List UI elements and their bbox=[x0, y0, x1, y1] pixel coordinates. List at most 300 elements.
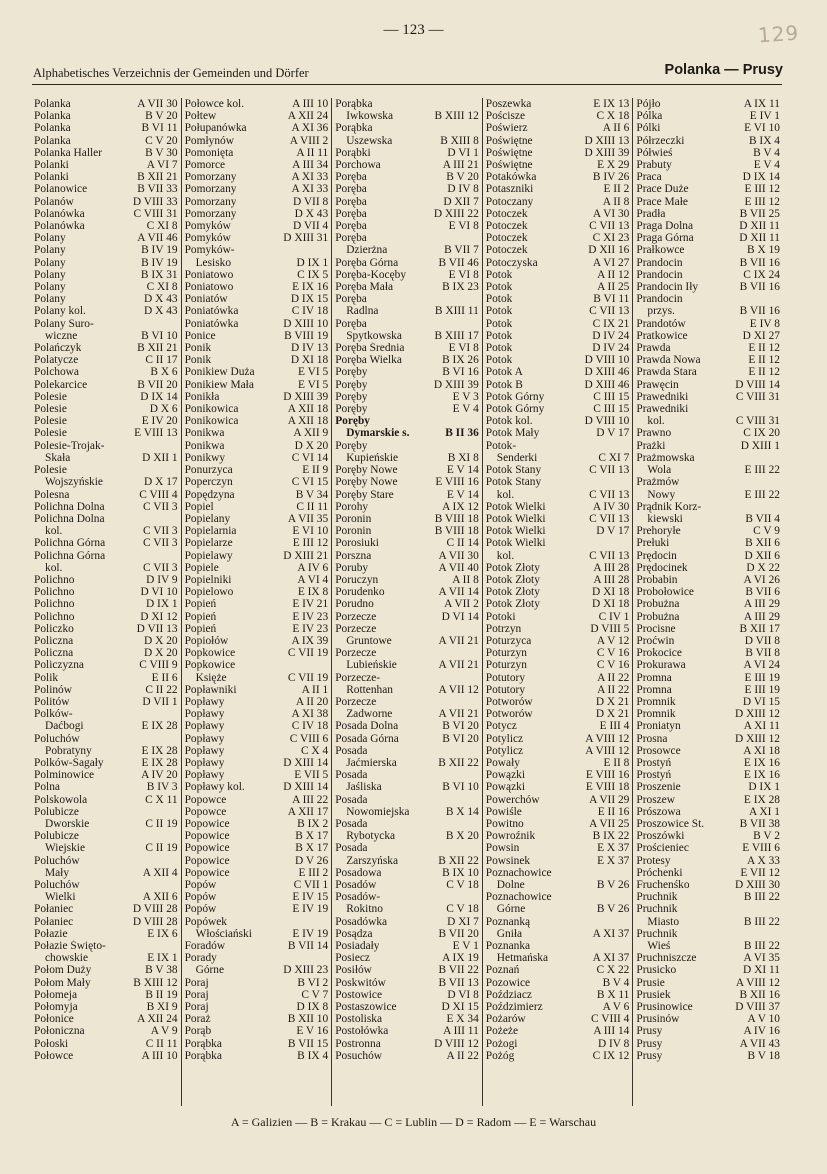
entry-place-name: Ponikwy bbox=[184, 451, 226, 464]
entry-map-reference: E III 12 bbox=[744, 183, 780, 196]
entry-map-reference: B IV 19 bbox=[141, 244, 178, 257]
index-entry bbox=[486, 330, 630, 342]
index-entry bbox=[185, 391, 329, 403]
entry-place-name: Pożóg bbox=[485, 1049, 515, 1062]
entry-place-name: Popławy bbox=[184, 744, 225, 757]
entry-map-reference bbox=[477, 794, 479, 806]
index-entry bbox=[636, 501, 780, 513]
index-entry bbox=[486, 842, 630, 854]
entry-map-reference: A VII 12 bbox=[438, 683, 479, 696]
entry-place-name: Poturzyca bbox=[485, 634, 532, 647]
entry-map-reference bbox=[176, 464, 178, 476]
index-entry bbox=[335, 269, 479, 281]
entry-place-name: Polanki bbox=[34, 159, 69, 172]
entry-place-name: Lesisko bbox=[195, 256, 232, 269]
index-entry bbox=[335, 562, 479, 574]
index-entry bbox=[34, 171, 178, 183]
entry-place-name: Radlna bbox=[346, 305, 379, 318]
index-entry bbox=[636, 903, 780, 915]
entry-map-reference: D XII 1 bbox=[142, 451, 178, 464]
entry-place-name: Poręba bbox=[335, 183, 367, 196]
entry-map-reference: E III 12 bbox=[292, 537, 329, 550]
entry-place-name: Nowomiejska bbox=[346, 805, 410, 818]
entry-place-name: Poruby bbox=[335, 561, 369, 574]
entry-map-reference: C VI 15 bbox=[291, 476, 329, 489]
entry-place-name: Górne bbox=[496, 903, 526, 916]
index-entry bbox=[636, 781, 780, 793]
index-entry bbox=[185, 769, 329, 781]
entry-map-reference: A IV 20 bbox=[141, 769, 178, 782]
entry-map-reference: C V 16 bbox=[596, 647, 630, 660]
index-entry bbox=[486, 525, 630, 537]
entry-place-name: Wielki bbox=[45, 891, 76, 904]
index-entry bbox=[636, 684, 780, 696]
entry-place-name: wiczne bbox=[45, 329, 78, 342]
entry-place-name: Pomorce bbox=[184, 159, 226, 172]
entry-map-reference: E V 14 bbox=[446, 488, 479, 501]
index-entry bbox=[185, 281, 329, 293]
entry-place-name: Poniatowo bbox=[184, 281, 234, 294]
entry-place-name: Kupieńskie bbox=[346, 451, 399, 464]
entry-place-name: Posadowa bbox=[335, 866, 382, 879]
entry-place-name: Poręby bbox=[335, 415, 370, 428]
entry-map-reference: B X 11 bbox=[596, 988, 630, 1001]
entry-map-reference bbox=[627, 916, 629, 928]
index-entry bbox=[185, 659, 329, 671]
entry-place-name: Potrzyn bbox=[485, 622, 522, 635]
entry-place-name: Polichno bbox=[34, 573, 75, 586]
entry-map-reference: A XI 37 bbox=[592, 952, 630, 965]
entry-map-reference: B X 19 bbox=[747, 244, 780, 257]
index-entry bbox=[185, 781, 329, 793]
entry-place-name: Powiśle bbox=[485, 805, 522, 818]
index-column-1 bbox=[33, 98, 182, 1106]
index-entry bbox=[636, 611, 780, 623]
entry-map-reference: B VII 16 bbox=[739, 281, 780, 294]
entry-place-name: Polichna Dolna bbox=[34, 500, 105, 513]
index-entry bbox=[636, 110, 780, 122]
index-entry bbox=[34, 330, 178, 342]
entry-map-reference: D IX 1 bbox=[748, 781, 780, 794]
entry-map-reference: B VII 33 bbox=[137, 183, 178, 196]
index-entry bbox=[34, 916, 178, 928]
entry-place-name: Popów bbox=[184, 903, 217, 916]
entry-map-reference: E V 3 bbox=[452, 390, 479, 403]
entry-map-reference: D VIII 28 bbox=[132, 903, 178, 916]
entry-map-reference: E IX 28 bbox=[141, 744, 178, 757]
index-entry bbox=[34, 733, 178, 745]
entry-map-reference: B X 20 bbox=[445, 830, 479, 843]
entry-map-reference: B VII 7 bbox=[444, 244, 479, 257]
index-entry bbox=[185, 842, 329, 854]
index-entry bbox=[335, 672, 479, 684]
entry-map-reference: D XI 12 bbox=[140, 610, 178, 623]
entry-place-name: Potok Górny bbox=[485, 390, 545, 403]
entry-place-name: Proszowice St. bbox=[636, 817, 705, 830]
index-entry bbox=[636, 98, 780, 110]
entry-map-reference: B III 22 bbox=[743, 891, 780, 904]
entry-map-reference: D VIII 10 bbox=[584, 415, 630, 428]
entry-map-reference: C VIII 31 bbox=[735, 415, 780, 428]
entry-place-name: Potworów bbox=[485, 708, 533, 721]
entry-place-name: Porudno bbox=[335, 598, 374, 611]
entry-map-reference: D IV 24 bbox=[592, 342, 630, 355]
entry-place-name: Skała bbox=[45, 451, 71, 464]
entry-map-reference: D VIII 33 bbox=[132, 195, 178, 208]
entry-map-reference: A IV 30 bbox=[592, 500, 630, 513]
index-entry bbox=[335, 501, 479, 513]
index-entry bbox=[486, 940, 630, 952]
entry-map-reference: B XII 22 bbox=[438, 756, 479, 769]
index-entry bbox=[636, 879, 780, 891]
entry-map-reference: A IV 6 bbox=[297, 561, 329, 574]
entry-place-name: Polekarcice bbox=[34, 378, 88, 391]
entry-map-reference bbox=[477, 318, 479, 330]
entry-map-reference: B VI 2 bbox=[297, 976, 329, 989]
entry-place-name: Prehoryłe bbox=[636, 525, 681, 538]
entry-map-reference: E III 19 bbox=[744, 671, 780, 684]
entry-map-reference bbox=[477, 623, 479, 635]
entry-map-reference: B XII 22 bbox=[438, 854, 479, 867]
index-entry bbox=[185, 464, 329, 476]
index-entry bbox=[486, 623, 630, 635]
entry-map-reference: A VII 14 bbox=[438, 586, 479, 599]
index-entry bbox=[335, 122, 479, 134]
entry-map-reference: E IV 1 bbox=[749, 110, 780, 123]
entry-place-name: Popowice bbox=[184, 842, 230, 855]
entry-map-reference: B VI 20 bbox=[442, 732, 479, 745]
entry-place-name: Polany bbox=[34, 244, 66, 257]
entry-place-name: Pomyków bbox=[184, 232, 231, 245]
entry-place-name: Mały bbox=[45, 866, 70, 879]
entry-map-reference: E IV 20 bbox=[141, 415, 178, 428]
entry-place-name: Popędzyna bbox=[184, 488, 235, 501]
entry-map-reference: C XI 8 bbox=[146, 220, 178, 233]
index-entry bbox=[34, 977, 178, 989]
index-entry bbox=[34, 952, 178, 964]
index-entry bbox=[486, 977, 630, 989]
index-entry bbox=[185, 427, 329, 439]
entry-place-name: Porąbka bbox=[184, 1037, 222, 1050]
entry-map-reference: B VII 46 bbox=[438, 256, 479, 269]
entry-place-name: Popielarnia bbox=[184, 525, 237, 538]
index-entry bbox=[34, 269, 178, 281]
entry-map-reference: B VII 8 bbox=[745, 647, 780, 660]
entry-map-reference: E II 16 bbox=[597, 805, 630, 818]
entry-map-reference: A II 22 bbox=[597, 671, 630, 684]
entry-place-name: Potoczek bbox=[485, 220, 528, 233]
entry-map-reference: A II 22 bbox=[446, 1049, 479, 1062]
index-entry bbox=[34, 647, 178, 659]
index-entry bbox=[335, 427, 479, 439]
index-entry bbox=[34, 232, 178, 244]
entry-place-name: Połazie bbox=[34, 927, 68, 940]
entry-map-reference bbox=[778, 452, 780, 464]
entry-map-reference: B XIII 12 bbox=[133, 976, 178, 989]
entry-map-reference bbox=[176, 550, 178, 562]
index-entry bbox=[185, 562, 329, 574]
index-entry bbox=[34, 1038, 178, 1050]
entry-map-reference: E VIII 13 bbox=[134, 427, 178, 440]
entry-place-name: Popielarze bbox=[184, 537, 233, 550]
index-entry bbox=[636, 257, 780, 269]
entry-place-name: Pomorzany bbox=[184, 183, 237, 196]
entry-place-name: Potok Wielki bbox=[485, 500, 546, 513]
entry-place-name: Poręby bbox=[335, 378, 368, 391]
entry-place-name: Promna bbox=[636, 683, 672, 696]
index-entry bbox=[185, 903, 329, 915]
entry-place-name: Poluchów bbox=[34, 879, 80, 891]
entry-map-reference: C V 18 bbox=[446, 903, 479, 916]
index-entry bbox=[636, 964, 780, 976]
entry-map-reference: E X 37 bbox=[597, 854, 630, 867]
entry-place-name: Rokitno bbox=[346, 903, 383, 916]
entry-place-name: Potok bbox=[485, 293, 513, 306]
entry-place-name: Praga Górna bbox=[636, 232, 694, 245]
index-entry bbox=[185, 342, 329, 354]
index-entry bbox=[636, 171, 780, 183]
entry-place-name: Popielniki bbox=[184, 573, 232, 586]
index-entry bbox=[34, 391, 178, 403]
entry-place-name: Porszna bbox=[335, 549, 372, 562]
index-entry bbox=[185, 415, 329, 427]
entry-place-name: Ponikła bbox=[184, 390, 220, 403]
entry-map-reference: D IV 13 bbox=[291, 342, 329, 355]
index-entry bbox=[185, 257, 329, 269]
index-entry bbox=[486, 537, 630, 549]
entry-place-name: Policzna bbox=[34, 634, 74, 647]
entry-map-reference: E V 1 bbox=[452, 940, 479, 953]
entry-map-reference: D IX 14 bbox=[742, 171, 780, 184]
index-entry bbox=[636, 891, 780, 903]
entry-place-name: Ponikiew Duża bbox=[184, 366, 255, 379]
entry-map-reference: D X 43 bbox=[144, 305, 178, 318]
entry-map-reference: A VIII 12 bbox=[585, 732, 630, 745]
entry-place-name: Powitno bbox=[485, 817, 524, 830]
index-entry bbox=[636, 769, 780, 781]
entry-map-reference bbox=[176, 440, 178, 452]
index-entry bbox=[486, 342, 630, 354]
index-entry bbox=[335, 208, 479, 220]
index-entry bbox=[335, 415, 479, 427]
entry-place-name: Prawda Stara bbox=[636, 366, 697, 379]
entry-place-name: Prabuty bbox=[636, 159, 672, 172]
index-entry bbox=[335, 598, 479, 610]
index-entry bbox=[335, 635, 479, 647]
entry-place-name: Poskwitów bbox=[335, 976, 386, 989]
index-entry bbox=[185, 196, 329, 208]
entry-map-reference: A VI 35 bbox=[743, 952, 780, 965]
entry-place-name: Połazie Święto- bbox=[34, 940, 106, 953]
index-entry bbox=[34, 366, 178, 378]
index-entry bbox=[486, 830, 630, 842]
entry-place-name: Poręba bbox=[335, 207, 367, 220]
entry-place-name: Prędocin bbox=[636, 549, 677, 562]
entry-place-name: Pratkowice bbox=[636, 329, 688, 342]
entry-map-reference: B IV 26 bbox=[592, 171, 630, 184]
entry-map-reference bbox=[627, 537, 629, 549]
index-entry bbox=[185, 989, 329, 1001]
index-entry bbox=[335, 879, 479, 891]
entry-map-reference: D X 43 bbox=[294, 207, 329, 220]
index-entry bbox=[185, 611, 329, 623]
entry-map-reference: C VIII 6 bbox=[289, 732, 329, 745]
entry-place-name: Postronna bbox=[335, 1037, 381, 1050]
entry-map-reference: C II 19 bbox=[145, 842, 178, 855]
entry-place-name: Poluchów bbox=[34, 854, 80, 867]
index-entry bbox=[486, 1038, 630, 1050]
entry-place-name: Potok B bbox=[485, 378, 523, 391]
index-entry bbox=[486, 366, 630, 378]
index-entry bbox=[335, 196, 479, 208]
entry-place-name: Pradła bbox=[636, 207, 666, 220]
index-entry bbox=[335, 537, 479, 549]
entry-place-name: Popowce bbox=[184, 793, 227, 806]
entry-map-reference: C X 22 bbox=[596, 964, 630, 977]
entry-map-reference: B VI 10 bbox=[141, 329, 178, 342]
entry-place-name: Promnik bbox=[636, 695, 676, 708]
entry-place-name: Popławy bbox=[184, 695, 225, 708]
entry-place-name: Poręba bbox=[335, 293, 367, 306]
index-entry bbox=[185, 208, 329, 220]
entry-place-name: Porady bbox=[184, 952, 217, 965]
entry-map-reference: B VII 6 bbox=[745, 586, 780, 599]
entry-map-reference bbox=[477, 696, 479, 708]
entry-place-name: Potok bbox=[485, 317, 513, 330]
index-entry bbox=[335, 98, 479, 110]
entry-place-name: Pomyków bbox=[184, 220, 231, 233]
index-entry bbox=[34, 427, 178, 439]
entry-map-reference: B IX 31 bbox=[140, 268, 178, 281]
entry-map-reference: D XIII 23 bbox=[283, 964, 329, 977]
index-entry bbox=[185, 171, 329, 183]
entry-place-name: Popiel bbox=[184, 500, 214, 513]
entry-place-name: Prosowce bbox=[636, 744, 681, 757]
entry-map-reference bbox=[778, 501, 780, 513]
entry-place-name: Postołówka bbox=[335, 1025, 389, 1038]
entry-map-reference: D VII 1 bbox=[142, 695, 178, 708]
entry-map-reference: D XII 16 bbox=[588, 244, 630, 257]
index-entry bbox=[335, 244, 479, 256]
entry-place-name: Porąbka bbox=[335, 98, 373, 110]
entry-map-reference: A XII 24 bbox=[137, 1013, 178, 1026]
index-column-4 bbox=[483, 98, 634, 1106]
entry-place-name: Zarszyńska bbox=[346, 854, 399, 867]
entry-place-name: Powerchów bbox=[485, 793, 540, 806]
index-entry bbox=[636, 1050, 780, 1062]
index-entry bbox=[34, 623, 178, 635]
entry-map-reference: E VIII 16 bbox=[585, 769, 630, 782]
index-entry bbox=[335, 855, 479, 867]
entry-place-name: Poręba-Kocęby bbox=[335, 268, 407, 281]
index-entry bbox=[34, 757, 178, 769]
entry-place-name: Polany bbox=[34, 268, 66, 281]
index-entry bbox=[335, 1050, 479, 1062]
index-entry bbox=[185, 574, 329, 586]
index-entry bbox=[486, 147, 630, 159]
index-entry bbox=[34, 964, 178, 976]
entry-place-name: Zadworne bbox=[346, 708, 393, 721]
entry-place-name: Prawda bbox=[636, 342, 671, 355]
entry-map-reference: E X 34 bbox=[446, 1013, 479, 1026]
index-entry bbox=[335, 281, 479, 293]
index-entry bbox=[34, 586, 178, 598]
index-entry bbox=[335, 623, 479, 635]
index-entry bbox=[34, 354, 178, 366]
entry-map-reference: E IV 19 bbox=[292, 903, 329, 916]
entry-map-reference bbox=[477, 842, 479, 854]
index-entry bbox=[636, 220, 780, 232]
index-column-3 bbox=[332, 98, 483, 1106]
entry-place-name: Potok Złoty bbox=[485, 586, 540, 599]
index-entry bbox=[185, 623, 329, 635]
entry-place-name: Potaszniki bbox=[485, 183, 534, 196]
index-entry bbox=[185, 672, 329, 684]
entry-place-name: Miasto bbox=[647, 915, 680, 928]
entry-map-reference: C X 4 bbox=[300, 744, 329, 757]
entry-map-reference: D XII 7 bbox=[443, 195, 479, 208]
entry-map-reference: B IX 4 bbox=[748, 134, 780, 147]
index-entry bbox=[486, 818, 630, 830]
entry-place-name: Ponik bbox=[184, 342, 212, 355]
entry-place-name: Porąbka bbox=[184, 1049, 222, 1062]
index-entry bbox=[636, 366, 780, 378]
entry-place-name: Poździacz bbox=[485, 988, 532, 1001]
entry-map-reference: E III 2 bbox=[298, 866, 329, 879]
entry-map-reference: D VIII 28 bbox=[132, 915, 178, 928]
entry-place-name: Popowice bbox=[184, 817, 230, 830]
entry-place-name: Posuchów bbox=[335, 1049, 383, 1062]
entry-map-reference: B V 34 bbox=[295, 488, 329, 501]
index-entry bbox=[335, 342, 479, 354]
entry-place-name: Popławy bbox=[184, 756, 225, 769]
entry-place-name: Połoski bbox=[34, 1037, 69, 1050]
entry-place-name: Poświętne bbox=[485, 159, 533, 172]
index-entry bbox=[335, 464, 479, 476]
entry-place-name: kol. bbox=[45, 561, 63, 574]
index-entry bbox=[636, 183, 780, 195]
entry-map-reference: D XIII 12 bbox=[735, 732, 780, 745]
entry-place-name: Ponikwa bbox=[184, 427, 225, 440]
entry-map-reference: C II 11 bbox=[296, 500, 329, 513]
entry-place-name: Prandocin bbox=[636, 256, 683, 269]
index-entry bbox=[486, 476, 630, 488]
index-entry bbox=[185, 98, 329, 110]
index-entry bbox=[185, 867, 329, 879]
entry-map-reference: E IX 13 bbox=[593, 98, 630, 110]
entry-place-name: Procisne bbox=[636, 622, 676, 635]
entry-place-name: Potok bbox=[485, 281, 513, 294]
entry-map-reference: C VIII 4 bbox=[590, 1013, 630, 1026]
index-entry bbox=[34, 818, 178, 830]
entry-place-name: Popławy bbox=[184, 732, 225, 745]
entry-place-name: Połomeja bbox=[34, 988, 78, 1001]
entry-map-reference: E III 12 bbox=[744, 195, 780, 208]
entry-map-reference: C VI 14 bbox=[291, 451, 329, 464]
entry-map-reference bbox=[326, 952, 328, 964]
entry-map-reference: C VII 13 bbox=[589, 464, 630, 477]
entry-map-reference: B IV 3 bbox=[146, 781, 178, 794]
entry-place-name: Potok Wielki bbox=[485, 537, 546, 550]
index-entry bbox=[335, 513, 479, 525]
entry-map-reference: C XI 23 bbox=[592, 232, 630, 245]
entry-place-name: kol. bbox=[496, 549, 515, 562]
entry-map-reference: D XIII 14 bbox=[283, 781, 329, 794]
entry-place-name: Polany bbox=[34, 256, 66, 269]
index-entry bbox=[335, 830, 479, 842]
entry-place-name: Prusiek bbox=[636, 988, 671, 1001]
entry-map-reference: A XII 24 bbox=[287, 110, 329, 123]
